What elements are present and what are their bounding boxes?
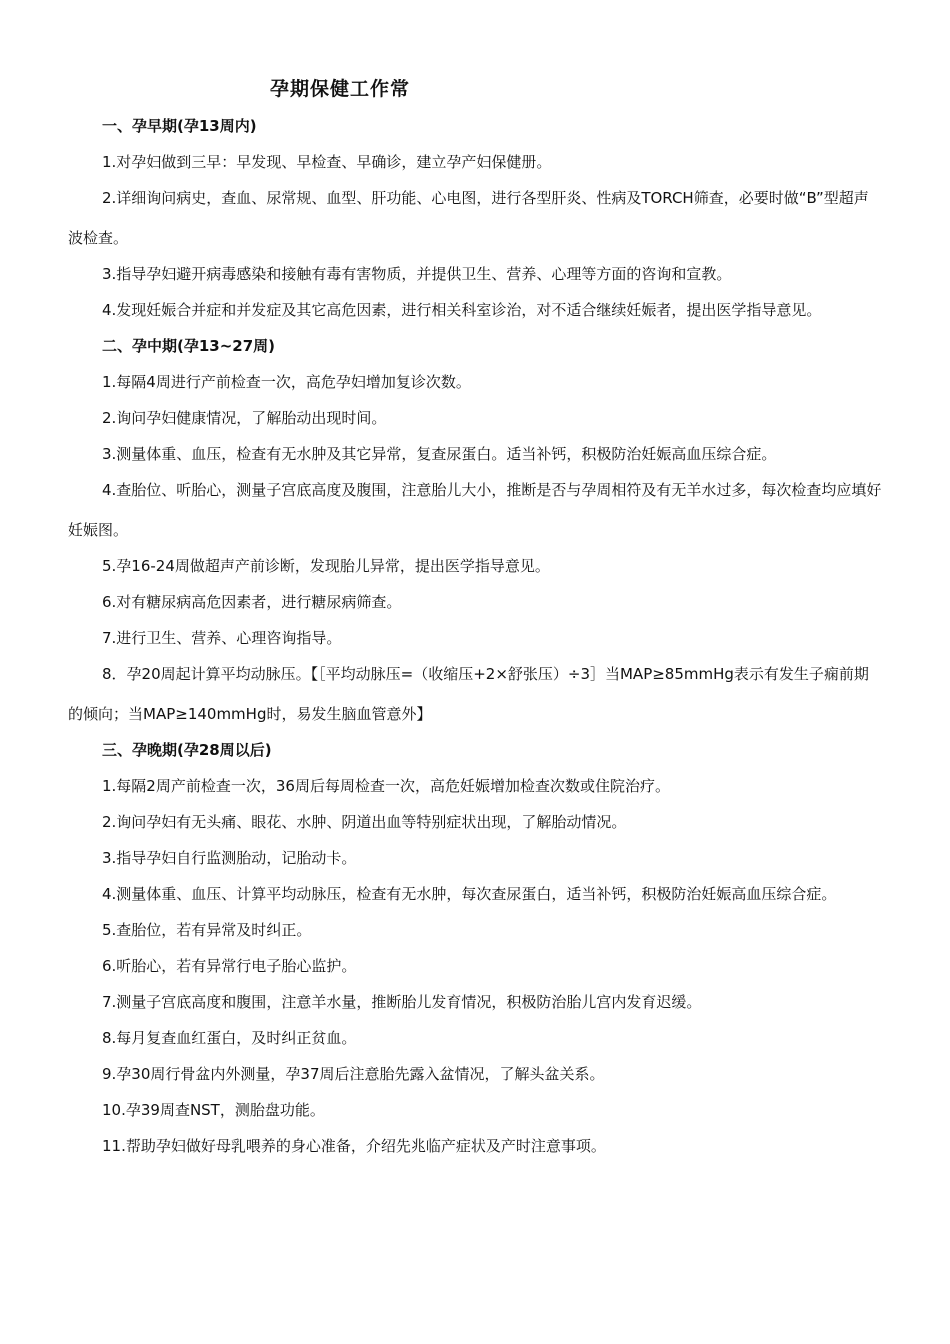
paragraph: 8．孕20周起计算平均动脉压。【［平均动脉压=（收缩压+2×舒张压）÷3］当MAP≥85mmHg表示有发生子痫前期的倾向；当MAP≥140mmHg时，易发生脑血管意外】: [68, 665, 869, 723]
paragraph: 7.测量子宫底高度和腹围，注意羊水量，推断胎儿发育情况，积极防治胎儿宫内发育迟缓。: [102, 993, 702, 1011]
document-body: [68, 116, 882, 1172]
paragraph: 1.每隔2周产前检查一次，36周后每周检查一次，高危妊娠增加检查次数或住院治疗。: [102, 777, 670, 795]
document-title: 孕期保健工作常: [270, 78, 411, 100]
paragraph: 4.查胎位、听胎心，测量子宫底高度及腹围，注意胎儿大小，推断是否与孕周相符及有无羊水过多，每次检查均应填好妊娠图。: [68, 481, 882, 539]
paragraph: 5.孕16-24周做超声产前诊断，发现胎儿异常，提出医学指导意见。: [102, 557, 550, 575]
paragraph: 2.详细询问病史，查血、尿常规、血型、肝功能、心电图，进行各型肝炎、性病及TORCH筛查，必要时做“B”型超声波检查。: [68, 189, 869, 247]
paragraph: 4.测量体重、血压、计算平均动脉压，检查有无水肿，每次查尿蛋白，适当补钙，积极防治妊娠高血压综合症。: [102, 885, 837, 903]
paragraph: 10.孕39周查NST，测胎盘功能。: [102, 1101, 325, 1119]
paragraph: 7.进行卫生、营养、心理咨询指导。: [102, 629, 342, 647]
paragraph: 8.每月复查血红蛋白，及时纠正贫血。: [102, 1029, 357, 1047]
paragraph: 1.对孕妇做到三早：早发现、早检查、早确诊，建立孕产妇保健册。: [102, 153, 552, 171]
section-heading-late: 三、孕晚期(孕28周以后): [102, 741, 272, 759]
paragraph: 9.孕30周行骨盆内外测量，孕37周后注意胎先露入盆情况，了解头盆关系。: [102, 1065, 605, 1083]
paragraph: 6.对有糖尿病高危因素者，进行糖尿病筛查。: [102, 593, 402, 611]
paragraph: 2.询问孕妇健康情况，了解胎动出现时间。: [102, 409, 387, 427]
section-heading-middle: 二、孕中期(孕13~27周): [102, 337, 276, 355]
paragraph: 4.发现妊娠合并症和并发症及其它高危因素，进行相关科室诊治，对不适合继续妊娠者，提出医学指导意见。: [102, 301, 822, 319]
paragraph: 5.查胎位，若有异常及时纠正。: [102, 921, 312, 939]
paragraph: 2.询问孕妇有无头痛、眼花、水肿、阴道出血等特别症状出现，了解胎动情况。: [102, 813, 627, 831]
paragraph: 6.听胎心，若有异常行电子胎心监护。: [102, 957, 357, 975]
section-heading-early: 一、孕早期(孕13周内): [102, 117, 257, 135]
paragraph: 3.指导孕妇避开病毒感染和接触有毒有害物质，并提供卫生、营养、心理等方面的咨询和宣教。: [102, 265, 732, 283]
paragraph: 3.测量体重、血压，检查有无水肿及其它异常，复查尿蛋白。适当补钙，积极防治妊娠高血压综合症。: [102, 445, 777, 463]
paragraph: 1.每隔4周进行产前检查一次，高危孕妇增加复诊次数。: [102, 373, 471, 391]
paragraph: 11.帮助孕妇做好母乳喂养的身心准备，介绍先兆临产症状及产时注意事项。: [102, 1137, 606, 1155]
paragraph: 3.指导孕妇自行监测胎动，记胎动卡。: [102, 849, 357, 867]
